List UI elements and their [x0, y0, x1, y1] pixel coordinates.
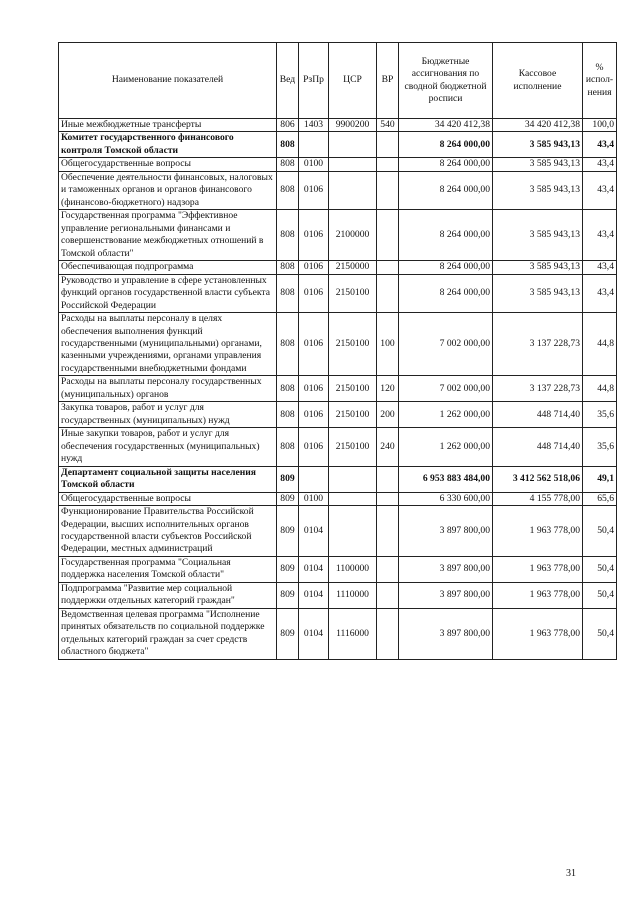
cell-assign: 8 264 000,00 — [399, 274, 493, 312]
cell-assign: 3 897 800,00 — [399, 506, 493, 557]
cell-pct: 43,4 — [583, 274, 617, 312]
cell-vr: 100 — [377, 313, 399, 376]
cell-cash: 1 963 778,00 — [493, 556, 583, 582]
cell-assign: 8 264 000,00 — [399, 210, 493, 261]
cell-vr — [377, 492, 399, 505]
col-header-assign: Бюджетные ассигнования по сводной бюджетной росписи — [399, 43, 493, 119]
cell-vr: 200 — [377, 402, 399, 428]
cell-assign: 8 264 000,00 — [399, 171, 493, 209]
cell-vr — [377, 556, 399, 582]
cell-ved: 808 — [277, 171, 299, 209]
cell-csr: 9900200 — [329, 119, 377, 132]
table-row — [59, 376, 617, 402]
cell-ved: 809 — [277, 556, 299, 582]
table-row — [59, 556, 617, 582]
cell-pct: 43,4 — [583, 261, 617, 274]
cell-csr — [329, 132, 377, 158]
cell-csr — [329, 158, 377, 171]
cell-pct: 65,6 — [583, 492, 617, 505]
cell-csr: 2150100 — [329, 274, 377, 312]
cell-ved: 809 — [277, 492, 299, 505]
cell-pct: 50,4 — [583, 506, 617, 557]
cell-cash: 3 585 943,13 — [493, 171, 583, 209]
cell-assign: 1 262 000,00 — [399, 428, 493, 466]
cell-vr — [377, 261, 399, 274]
cell-csr: 2150100 — [329, 313, 377, 376]
cell-rzpr: 1403 — [299, 119, 329, 132]
cell-vr — [377, 506, 399, 557]
cell-csr — [329, 492, 377, 505]
cell-vr — [377, 466, 399, 492]
cell-name: Расходы на выплаты персоналу в целях обеспечения выполнения функций государственными (муниципальными) органами, казенными учреждениями, органами управления государственными внебюджетными фондами — [59, 313, 277, 376]
cell-name: Руководство и управление в сфере установленных функций органов государственной власти субъекта Российской Федерации — [59, 274, 277, 312]
cell-cash: 3 585 943,13 — [493, 210, 583, 261]
cell-assign: 7 002 000,00 — [399, 313, 493, 376]
cell-rzpr: 0106 — [299, 171, 329, 209]
col-header-vr: ВР — [377, 43, 399, 119]
cell-assign: 8 264 000,00 — [399, 132, 493, 158]
cell-assign: 6 953 883 484,00 — [399, 466, 493, 492]
cell-vr — [377, 274, 399, 312]
cell-pct: 35,6 — [583, 402, 617, 428]
table-row — [59, 313, 617, 376]
cell-rzpr: 0104 — [299, 608, 329, 659]
table-row — [59, 428, 617, 466]
budget-table — [58, 42, 617, 660]
cell-rzpr: 0106 — [299, 274, 329, 312]
cell-ved: 806 — [277, 119, 299, 132]
cell-name: Функционирование Правительства Российской Федерации, высших исполнительных органов государственной власти субъектов Российской Федерации, местных администраций — [59, 506, 277, 557]
cell-name: Общегосударственные вопросы — [59, 158, 277, 171]
cell-rzpr: 0106 — [299, 261, 329, 274]
cell-pct: 50,4 — [583, 608, 617, 659]
cell-csr — [329, 466, 377, 492]
cell-name: Государственная программа "Эффективное управление региональными финансами и совершенствование межбюджетных отношений в Томской области" — [59, 210, 277, 261]
cell-csr: 1110000 — [329, 582, 377, 608]
cell-rzpr — [299, 132, 329, 158]
table-row — [59, 608, 617, 659]
table-row — [59, 274, 617, 312]
cell-ved: 809 — [277, 608, 299, 659]
cell-vr — [377, 158, 399, 171]
cell-csr — [329, 171, 377, 209]
col-header-rzpr: РзПр — [299, 43, 329, 119]
cell-name: Департамент социальной защиты населения Томской области — [59, 466, 277, 492]
table-row — [59, 210, 617, 261]
cell-ved: 808 — [277, 402, 299, 428]
cell-rzpr: 0100 — [299, 492, 329, 505]
cell-pct: 50,4 — [583, 582, 617, 608]
col-header-name: Наименование показателей — [59, 43, 277, 119]
cell-ved: 809 — [277, 466, 299, 492]
cell-rzpr: 0106 — [299, 428, 329, 466]
cell-pct: 44,8 — [583, 376, 617, 402]
table-row — [59, 492, 617, 505]
cell-assign: 3 897 800,00 — [399, 556, 493, 582]
cell-cash: 4 155 778,00 — [493, 492, 583, 505]
cell-ved: 808 — [277, 376, 299, 402]
cell-cash: 3 412 562 518,06 — [493, 466, 583, 492]
cell-rzpr: 0106 — [299, 376, 329, 402]
cell-cash: 34 420 412,38 — [493, 119, 583, 132]
cell-ved: 808 — [277, 132, 299, 158]
col-header-pct: % испол-нения — [583, 43, 617, 119]
cell-ved: 808 — [277, 210, 299, 261]
cell-cash: 1 963 778,00 — [493, 506, 583, 557]
cell-name: Общегосударственные вопросы — [59, 492, 277, 505]
table-row — [59, 119, 617, 132]
table-row — [59, 171, 617, 209]
cell-pct: 43,4 — [583, 171, 617, 209]
cell-csr: 1100000 — [329, 556, 377, 582]
cell-assign: 3 897 800,00 — [399, 582, 493, 608]
cell-pct: 100,0 — [583, 119, 617, 132]
cell-cash: 1 963 778,00 — [493, 608, 583, 659]
cell-cash: 3 585 943,13 — [493, 132, 583, 158]
table-row — [59, 158, 617, 171]
cell-pct: 35,6 — [583, 428, 617, 466]
cell-ved: 808 — [277, 158, 299, 171]
cell-name: Обеспечивающая подпрограмма — [59, 261, 277, 274]
cell-ved: 808 — [277, 274, 299, 312]
cell-rzpr: 0100 — [299, 158, 329, 171]
cell-vr — [377, 608, 399, 659]
col-header-csr: ЦСР — [329, 43, 377, 119]
col-header-cash: Кассовое исполнение — [493, 43, 583, 119]
cell-csr: 2150000 — [329, 261, 377, 274]
cell-vr: 240 — [377, 428, 399, 466]
cell-name: Подпрограмма "Развитие мер социальной поддержки отдельных категорий граждан" — [59, 582, 277, 608]
cell-rzpr: 0106 — [299, 313, 329, 376]
table-row — [59, 132, 617, 158]
cell-rzpr: 0104 — [299, 582, 329, 608]
cell-csr: 2150100 — [329, 428, 377, 466]
cell-pct: 49,1 — [583, 466, 617, 492]
cell-vr — [377, 582, 399, 608]
cell-pct: 44,8 — [583, 313, 617, 376]
cell-pct: 43,4 — [583, 132, 617, 158]
cell-name: Ведомственная целевая программа "Исполнение принятых обязательств по социальной поддержке отдельных категорий граждан за счет средств областного бюджета" — [59, 608, 277, 659]
cell-vr: 540 — [377, 119, 399, 132]
cell-vr — [377, 171, 399, 209]
cell-name: Иные межбюджетные трансферты — [59, 119, 277, 132]
cell-vr — [377, 132, 399, 158]
cell-name: Комитет государственного финансового контроля Томской области — [59, 132, 277, 158]
cell-csr — [329, 506, 377, 557]
cell-pct: 43,4 — [583, 210, 617, 261]
cell-cash: 3 137 228,73 — [493, 376, 583, 402]
cell-assign: 6 330 600,00 — [399, 492, 493, 505]
cell-cash: 3 585 943,13 — [493, 274, 583, 312]
cell-rzpr: 0106 — [299, 210, 329, 261]
cell-csr: 2100000 — [329, 210, 377, 261]
cell-rzpr — [299, 466, 329, 492]
cell-name: Расходы на выплаты персоналу государственных (муниципальных) органов — [59, 376, 277, 402]
cell-cash: 3 137 228,73 — [493, 313, 583, 376]
cell-name: Государственная программа "Социальная поддержка населения Томской области" — [59, 556, 277, 582]
cell-rzpr: 0104 — [299, 506, 329, 557]
cell-cash: 3 585 943,13 — [493, 261, 583, 274]
cell-vr: 120 — [377, 376, 399, 402]
cell-csr: 2150100 — [329, 402, 377, 428]
cell-assign: 3 897 800,00 — [399, 608, 493, 659]
cell-name: Иные закупки товаров, работ и услуг для обеспечения государственных (муниципальных) нужд — [59, 428, 277, 466]
cell-cash: 448 714,40 — [493, 428, 583, 466]
cell-rzpr: 0106 — [299, 402, 329, 428]
page-number: 31 — [566, 868, 576, 879]
cell-name: Обеспечение деятельности финансовых, налоговых и таможенных органов и органов финансового (финансово-бюджетного) надзора — [59, 171, 277, 209]
cell-cash: 448 714,40 — [493, 402, 583, 428]
table-row — [59, 506, 617, 557]
cell-vr — [377, 210, 399, 261]
cell-assign: 8 264 000,00 — [399, 261, 493, 274]
cell-assign: 7 002 000,00 — [399, 376, 493, 402]
cell-ved: 808 — [277, 313, 299, 376]
cell-ved: 809 — [277, 506, 299, 557]
table-row — [59, 402, 617, 428]
header-row — [59, 43, 617, 119]
cell-cash: 3 585 943,13 — [493, 158, 583, 171]
cell-csr: 1116000 — [329, 608, 377, 659]
cell-assign: 1 262 000,00 — [399, 402, 493, 428]
cell-ved: 808 — [277, 261, 299, 274]
col-header-ved: Вед — [277, 43, 299, 119]
cell-rzpr: 0104 — [299, 556, 329, 582]
cell-cash: 1 963 778,00 — [493, 582, 583, 608]
cell-assign: 34 420 412,38 — [399, 119, 493, 132]
cell-pct: 43,4 — [583, 158, 617, 171]
cell-ved: 808 — [277, 428, 299, 466]
cell-pct: 50,4 — [583, 556, 617, 582]
table-row — [59, 582, 617, 608]
cell-csr: 2150100 — [329, 376, 377, 402]
table-row — [59, 466, 617, 492]
cell-ved: 809 — [277, 582, 299, 608]
table-row — [59, 261, 617, 274]
cell-assign: 8 264 000,00 — [399, 158, 493, 171]
cell-name: Закупка товаров, работ и услуг для государственных (муниципальных) нужд — [59, 402, 277, 428]
